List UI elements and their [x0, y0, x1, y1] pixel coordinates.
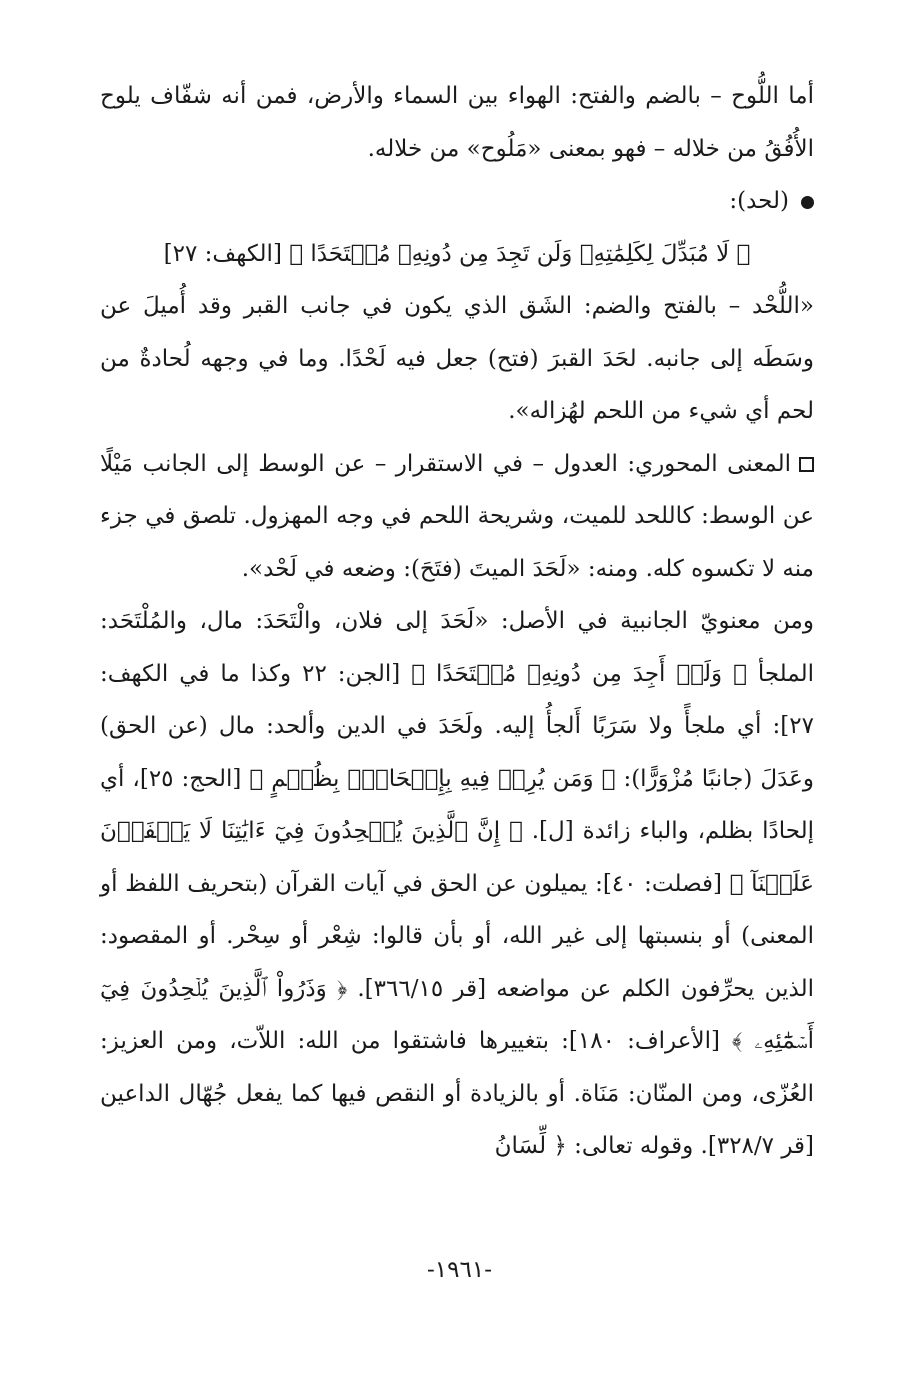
core-meaning-text: المعنى المحوري: العدول – في الاستقرار – عن الوسط إلى الجانب مَيْلًا عن الوسط: كاللحد للميت، وشريحة اللحم في وجه المهزول. تلصق في جزء منه لا تكسوه كله. ومنه: «لَحَدَ الميتَ (فتَحَ): وضعه في لَحْد».: [100, 450, 814, 582]
entry-heading-lahd: [100, 175, 814, 228]
square-icon: [799, 457, 814, 472]
page-number: -١٩٦١-: [427, 1257, 492, 1283]
paragraph-core-meaning: [100, 438, 814, 596]
entry-heading-label: (لحد):: [729, 188, 789, 214]
paragraph-definition: «اللُّحْد – بالفتح والضم: الشَق الذي يكون في جانب القبر وقد أُميلَ عن وسَطَه إلى جانبه. لحَدَ القبرَ (فتح) جعل فيه لَحْدًا. وما في وجهه لُحادةٌ من لحم أي شيء من اللحم لهُزاله».: [100, 293, 814, 424]
paragraph-lawh: أما اللُّوح – بالضم والفتح: الهواء بين السماء والأرض، فمن أنه شفّاف يلوح الأُفُقُ من خلاله – فهو بمعنى «مَلُوح» من خلاله.: [100, 83, 814, 162]
bullet-icon: [801, 196, 814, 209]
page-body: [100, 70, 814, 1173]
quran-verse: ﴿ لَا مُبَدِّلَ لِكَلِمَٰتِهِۦ وَلَن تَجِدَ مِن دُونِهِۦ مُلۡتَحَدًا ﴾ [الكهف: ٢٧]: [163, 240, 751, 267]
paragraph-figurative: ومن معنويّ الجانبية في الأصل: «لَحَدَ إلى فلان، والْتَحَدَ: مال، والمُلْتَحَد: الملجأ ﴿ وَلَنۡ أَجِدَ مِن دُونِهِۦ مُلۡتَحَدًا ﴾ [الجن: ٢٢ وكذا ما في الكهف: ٢٧]: أي ملجأً ولا سَرَبًا أَلجأُ إليه. ولَحَدَ في الدين وألحد: مال (عن الحق) وعَدَلَ (جانبًا مُزْوَرًّا): ﴿ وَمَن يُرِدۡ فِيهِ بِإِلۡحَادِۭ بِظُلۡمٍ ﴾ [الحج: ٢٥]، أي إلحادًا بظلم، والباء زائدة [ل]. ﴿ إِنَّ ٱلَّذِينَ يُلۡحِدُونَ فِيٓ ءَايَٰتِنَا لَا يَخۡفَوۡنَ عَلَيۡنَآ ﴾ [فصلت: ٤٠]: يميلون عن الحق في آيات القرآن (بتحريف اللفظ أو المعنى) أو بنسبتها إلى غير الله، أو بأن قالوا: شِعْر أو سِحْر. أو المقصود: الذين يحرِّفون الكلم عن مواضعه [قر ٣٦٦/١٥]. ﴿ وَذَرُواْ ٱلَّذِينَ يُلۡحِدُونَ فِيٓ أَسۡمَٰٓئِهِۦ ﴾ [الأعراف: ١٨٠]: بتغييرها فاشتقوا من الله: اللاّت، ومن العزيز: العُزّى، ومن المنّان: مَنَاة. أو بالزيادة أو النقص فيها كما يفعل جُهّال الداعين [قر ٣٢٨/٧]. وقوله تعالى: ﴿ لِّسَانُ: [100, 608, 815, 1159]
